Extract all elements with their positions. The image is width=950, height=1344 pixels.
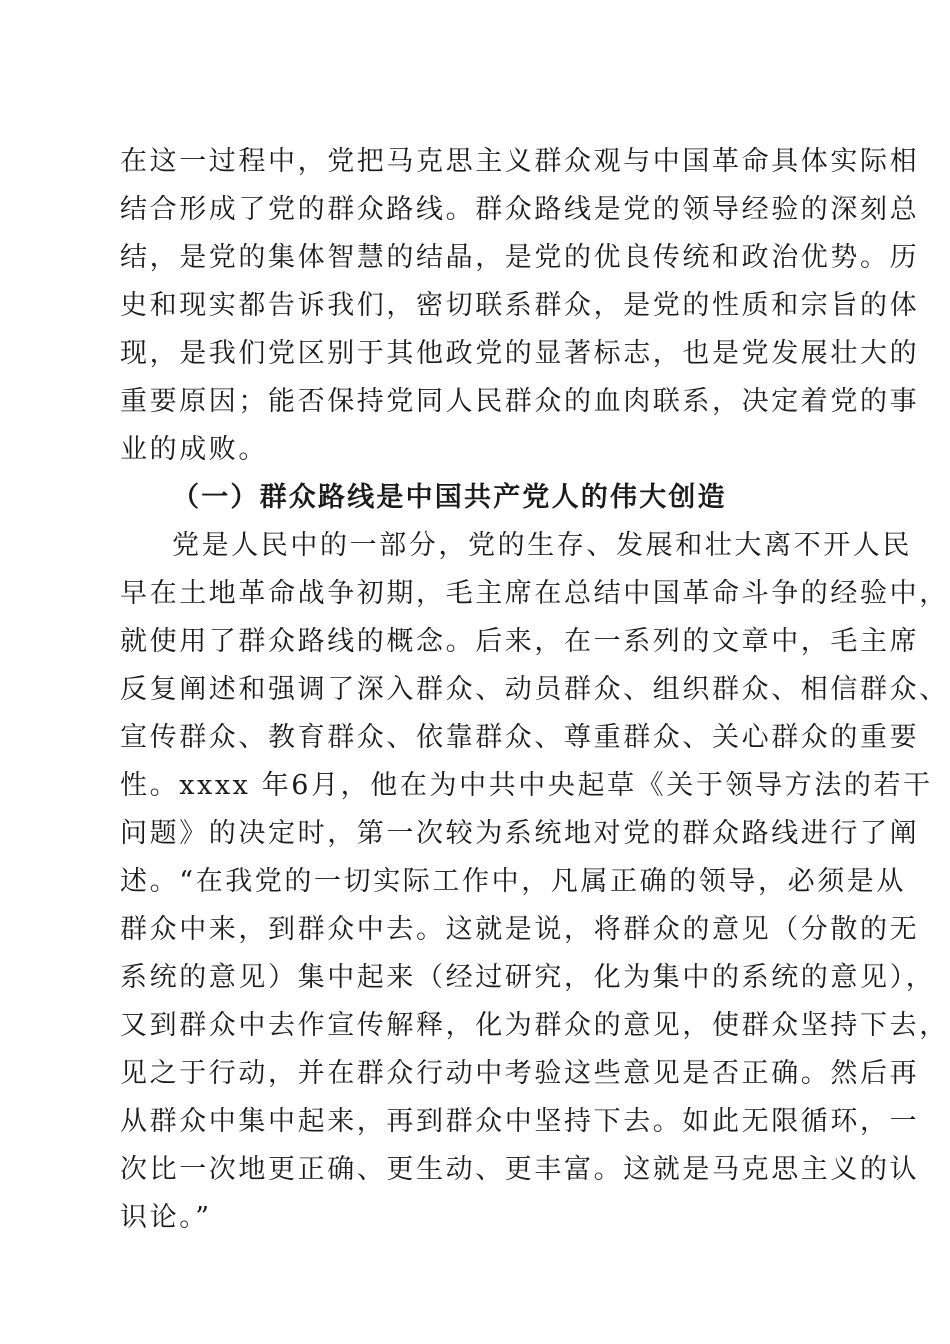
paragraph-2-line-12: 见之于行动，并在群众行动中考验这些意见是否正确。然后再 xyxy=(120,1058,920,1089)
paragraph-2-line-1: 党是人民中的一部分，党的生存、发展和壮大离不开人民 xyxy=(172,530,912,561)
paragraph-1-line-6: 重要原因；能否保持党同人民群众的血肉联系，决定着党的事 xyxy=(120,386,920,417)
paragraph-2-line-10: 系统的意见）集中起来（经过研究，化为集中的系统的意见）， xyxy=(120,962,936,993)
paragraph-2-line-15: 识论。” xyxy=(120,1202,212,1233)
paragraph-1-line-4: 史和现实都告诉我们，密切联系群众，是党的性质和宗旨的体 xyxy=(120,290,920,321)
section-heading: （一）群众路线是中国共产党人的伟大创造 xyxy=(172,482,727,513)
paragraph-2-line-6: 性。xxxx 年6月，他在为中共中央起草《关于领导方法的若干 xyxy=(120,770,933,801)
paragraph-1-line-7: 业的成败。 xyxy=(120,434,268,465)
paragraph-2-line-9: 群众中来，到群众中去。这就是说，将群众的意见（分散的无 xyxy=(120,914,920,945)
paragraph-1-line-2: 结合形成了党的群众路线。群众路线是党的领导经验的深刻总 xyxy=(120,194,920,225)
paragraph-1-line-5: 现，是我们党区别于其他政党的显著标志，也是党发展壮大的 xyxy=(120,338,920,369)
paragraph-1-line-1: 在这一过程中，党把马克思主义群众观与中国革命具体实际相 xyxy=(120,146,920,177)
paragraph-2-line-11: 又到群众中去作宣传解释，化为群众的意见，使群众坚持下去， xyxy=(120,1010,949,1041)
paragraph-2-line-7: 问题》的决定时，第一次较为系统地对党的群众路线进行了阐 xyxy=(120,818,920,849)
paragraph-2-line-14: 次比一次地更正确、更生动、更丰富。这就是马克思主义的认 xyxy=(120,1154,920,1185)
paragraph-2-line-4: 反复阐述和强调了深入群众、动员群众、组织群众、相信群众、 xyxy=(120,674,949,705)
paragraph-2-line-5: 宣传群众、教育群众、依靠群众、尊重群众、关心群众的重要 xyxy=(120,722,920,753)
paragraph-2-line-8: 述。“在我党的一切实际工作中，凡属正确的领导，必须是从 xyxy=(120,866,907,897)
paragraph-2-line-2: 早在土地革命战争初期，毛主席在总结中国革命斗争的经验中， xyxy=(120,578,949,609)
paragraph-1-line-3: 结，是党的集体智慧的结晶，是党的优良传统和政治优势。历 xyxy=(120,242,920,273)
paragraph-2-line-3: 就使用了群众路线的概念。后来，在一系列的文章中，毛主席 xyxy=(120,626,920,657)
paragraph-2-line-13: 从群众中集中起来，再到群众中坚持下去。如此无限循环，一 xyxy=(120,1106,920,1137)
